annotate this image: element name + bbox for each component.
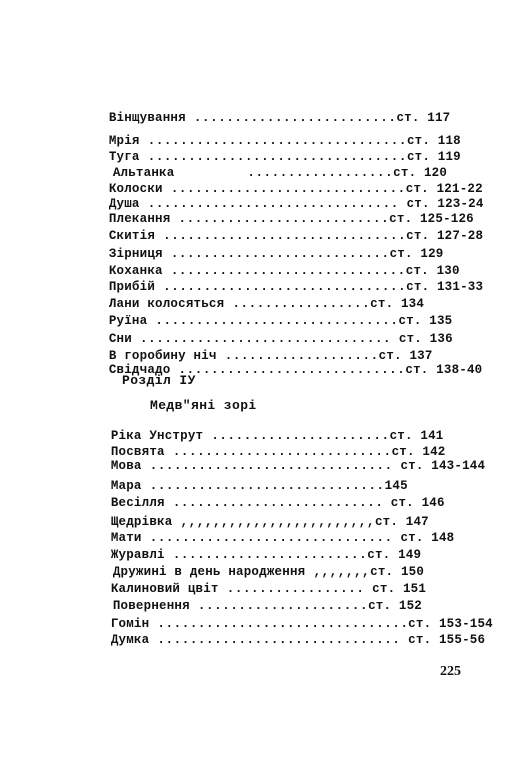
toc-entry-title: Плекання [108, 212, 171, 226]
toc-entry-title: Мрія [108, 134, 140, 148]
toc-entry-title: Прибій [108, 280, 156, 294]
toc-entry-page: ст. 150 [370, 565, 425, 579]
toc-entry-page: ст. 143-144 [392, 459, 486, 473]
toc-entry-title: Мати [110, 531, 142, 545]
toc-entry-dots: ............................. [141, 479, 385, 493]
toc-entry-dots: ............................ [170, 363, 406, 377]
toc-entry-dots: ........................ [164, 548, 368, 562]
toc-entry-page: ст. 120 [393, 166, 448, 180]
toc-entry-dots: ...................... [203, 429, 390, 443]
toc-entry-title: Мара [110, 479, 142, 493]
toc-entry-title: Дружині в день народження [112, 565, 306, 579]
toc-entry-title: Туга [108, 150, 140, 164]
toc-entry-title: Лани колосяться [108, 297, 225, 311]
toc-entry-title: Свідчадо [108, 363, 171, 377]
toc-entry-page: ст. 123-24 [398, 197, 484, 211]
toc-entry-title: Весілля [110, 496, 165, 510]
section-heading: Розділ ІУ [122, 373, 196, 388]
toc-entry-page: ст. 152 [368, 599, 422, 613]
toc-entry-title: Калиновий цвіт [110, 582, 219, 596]
toc-entry-dots: ............................... [139, 197, 399, 211]
toc-entry [80, 619, 485, 661]
toc-entry-page: ст. 125-126 [389, 212, 474, 226]
toc-entry-title: Журавлі [110, 548, 165, 562]
toc-entry-page: ст. 121-22 [405, 182, 483, 196]
toc-entry-dots: .............................. [155, 229, 407, 243]
toc-entry-title: Руїна [108, 314, 148, 328]
toc-entry-title: Душа [108, 197, 140, 211]
toc-entry-dots: ................. [224, 297, 371, 311]
toc-entry-page: ст. 141 [389, 429, 444, 443]
toc-entry-title: Скитія [108, 229, 156, 243]
toc-entry-page: ст. 155-56 [400, 633, 486, 647]
toc-entry-dots: ................................ [139, 134, 407, 148]
toc-entry-dots: ,,,,,,, [305, 565, 371, 579]
section-subheading: Медв"яні зорі [150, 398, 257, 413]
toc-entry-dots: ............................... [131, 332, 392, 346]
toc-entry-page: ст. 118 [406, 134, 461, 148]
toc-entry-page: ст. 131-33 [406, 280, 484, 294]
toc-entry-title: Повернення [112, 599, 190, 613]
toc-entry-dots: ............................. [162, 182, 406, 196]
toc-entry-page: ст. 134 [370, 297, 425, 311]
page-number: 225 [440, 664, 461, 679]
toc-entry-title: Гомін [110, 617, 150, 631]
toc-entry-title: Мова [110, 459, 142, 473]
toc-entry-page: ст. 130 [405, 264, 460, 278]
toc-entry-dots: ................................ [139, 150, 407, 164]
toc-entry-title: Коханка [108, 264, 163, 278]
toc-entry-dots: .............................. [149, 633, 401, 647]
toc-entry-page: ст. 117 [396, 111, 451, 125]
toc-entry-page: 145 [384, 479, 408, 493]
toc-entry-page: ст. 151 [364, 582, 427, 596]
toc-entry-page: ст. 127-28 [406, 229, 484, 243]
toc-entry-title: Щедрівка [110, 515, 173, 529]
toc-entry-title: В горобину ніч [108, 349, 217, 363]
toc-entry-page: ст. 135 [398, 314, 453, 328]
toc-entry-title: Ріка Унструт [110, 429, 204, 443]
toc-entry-dots: .............................. [141, 459, 393, 473]
toc-entry-dots: ........................... [164, 445, 392, 459]
toc-entry-dots: ............................. [162, 264, 406, 278]
toc-entry-dots: ........................... [162, 247, 390, 261]
toc-entry-page: .ст. 153-154 [400, 617, 493, 631]
toc-entry-dots: ................. [218, 582, 365, 596]
toc-entry-title: Посвята [110, 445, 165, 459]
toc-entry-dots: .................. [174, 166, 394, 180]
toc-entry-title: Зірниця [108, 247, 163, 261]
toc-entry-dots: ................... [216, 349, 379, 363]
toc-entry-title: Альтанка [112, 166, 175, 180]
toc-entry-dots: .............................. [147, 314, 399, 328]
toc-entry-title: Сни [108, 332, 132, 346]
toc-entry-page: ст. 119 [406, 150, 461, 164]
toc-entry-page: ст. 148 [392, 531, 455, 545]
toc-entry-page: ст. 138-40 [405, 363, 483, 377]
toc-entry-title: Думка [110, 633, 150, 647]
toc-entry-page: ст. 137 [378, 349, 433, 363]
toc-entry-dots: .............................. [155, 280, 407, 294]
toc-entry-page: ст. 147 [374, 515, 429, 529]
toc-entry-dots: .............................. [141, 531, 393, 545]
toc-entry-dots: .............................. [149, 617, 401, 631]
toc-entry-dots: ......................... [164, 496, 376, 510]
toc-entry-dots: .......................... [170, 212, 390, 226]
toc-entry-page: . ст. 146 [375, 496, 445, 510]
toc-entry-dots: ,,,,,,,,,,,,,,,,,,,,,,,, [172, 515, 375, 529]
toc-entry-title: Колоски [108, 182, 163, 196]
toc-entry-dots: ..................... [189, 599, 369, 613]
toc-entry-page: ст. 136 [391, 332, 453, 346]
toc-entry-page: ст. 129 [389, 247, 444, 261]
toc-entry-page: ст. 142 [391, 445, 446, 459]
toc-entry-title: Вінщування [108, 111, 186, 125]
toc-entry-dots: ......................... [185, 111, 397, 125]
toc-entry-page: ст. 149 [367, 548, 422, 562]
